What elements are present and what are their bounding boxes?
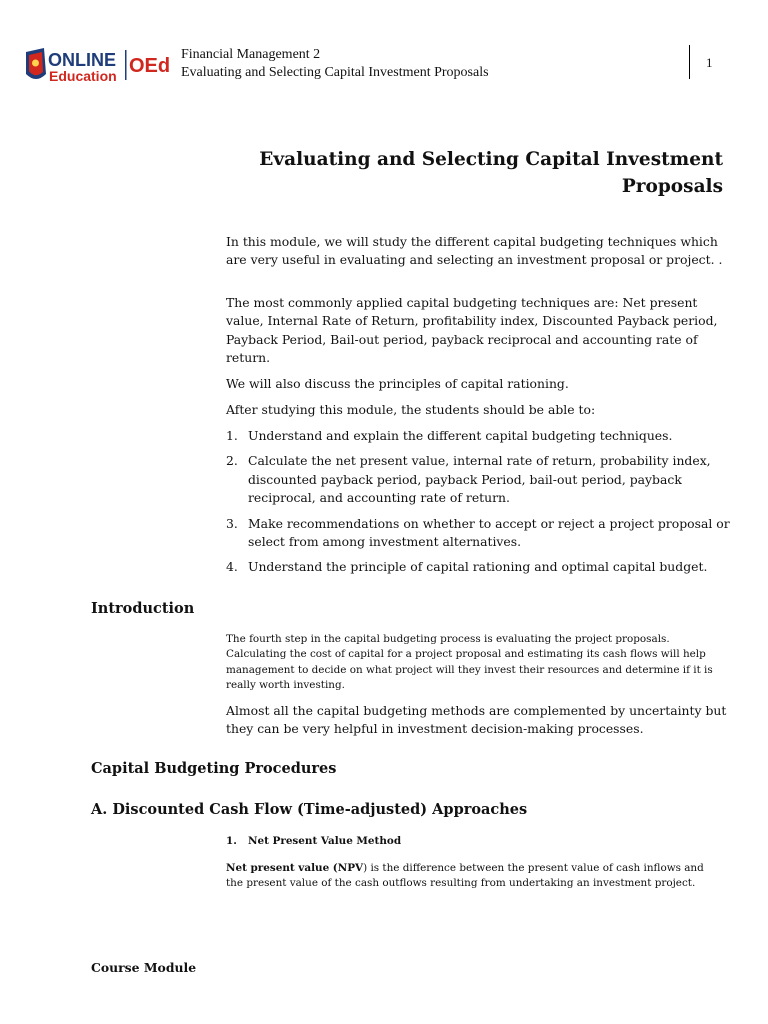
npv-method-heading: 1. Net Present Value Method [226,835,402,847]
introduction-paragraph: Almost all the capital budgeting methods are complemented by uncertainty but they can be very helpful in investment decision-making processes. [226,703,727,737]
page-title [223,146,723,200]
list-item: 1. Understand and explain the different capital budgeting techniques. [226,428,673,443]
header-divider [689,45,690,79]
procedures-heading: Capital Budgeting Procedures [91,760,337,777]
logo-mark-oed: OEd [129,55,171,77]
list-item: 3. Make recommendations on whether to accept or reject a project proposal or select from among investment alternatives. [226,515,730,550]
page-number: 1 [706,55,713,70]
introduction-heading: Introduction [91,600,195,617]
intro-paragraph-2: The most commonly applied capital budgeting techniques are: Net present value, Internal Rate of Return, profitability index, Discounted Payback period, Payback Period, Bail-out period, payback reciprocal and accounting rate of return. [226,295,718,366]
logo-word-education: Education [49,68,117,84]
intro-paragraph-1: In this module, we will study the different capital budgeting techniques which are very useful in evaluating and selecting an investment proposal or project. . [226,234,723,268]
page-header [0,0,768,100]
intro-paragraph-4: After studying this module, the students should be able to: [226,402,596,417]
intro-paragraph-3: We will also discuss the principles of capital rationing. [226,376,569,391]
list-item: 2. Calculate the net present value, internal rate of return, probability index, discounted payback period, payback Period, bail-out period, payback reciprocal, and accounting rate of return. [226,453,711,506]
logo-word-online: ONLINE [48,50,117,70]
title-line-1: Evaluating and Selecting Capital Investment [259,149,723,170]
online-education-logo [24,44,174,84]
header-subtitle: Evaluating and Selecting Capital Investment Proposals [181,65,489,80]
objectives-list [226,427,731,584]
list-item: 4. Understand the principle of capital rationing and optimal capital budget. [226,559,708,575]
header-text [181,46,489,82]
npv-definition: Net present value (NPV) is the difference between the present value of cash inflows and the present value of the cash outflows resulting from undertaking an investment project. [226,862,704,890]
section-a-heading: A. Discounted Cash Flow (Time-adjusted) Approaches [91,801,528,818]
course-name: Financial Management 2 [181,47,321,62]
logo-graphic [24,44,174,84]
introduction-small-paragraph: The fourth step in the capital budgeting process is evaluating the project proposals. Calculating the cost of capital for a project proposal and estimating its cash flows will help management to decide on what project will they invest their resources and determine if it is really worth investing. [226,633,713,692]
footer-course-module: Course Module [91,960,197,975]
title-line-2: Proposals [621,176,723,197]
